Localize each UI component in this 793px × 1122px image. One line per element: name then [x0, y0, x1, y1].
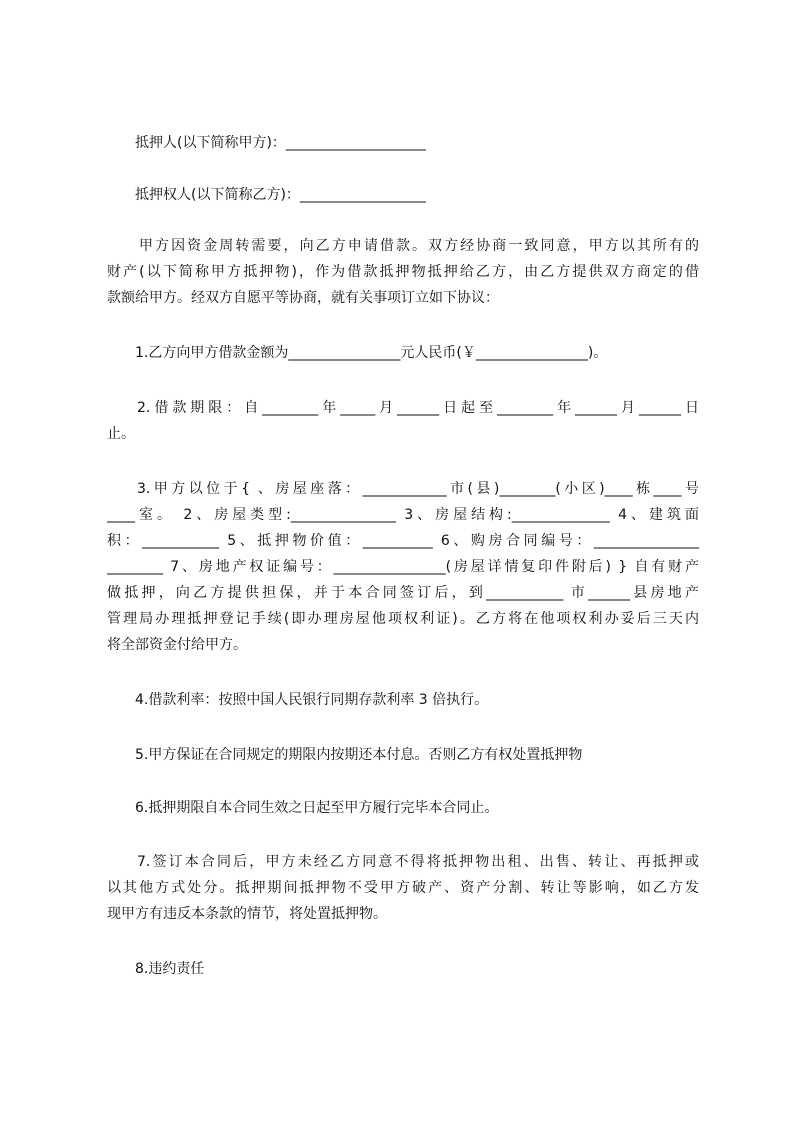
clause-5: 5.甲方保证在合同规定的期限内按期还本付息。否则乙方有权处置抵押物 [135, 747, 583, 763]
clause-3-line-1: 3.甲方以位于{ 、房屋座落：____________市(县)________(小区)____栋____号 [137, 481, 699, 497]
clause-6: 6.抵押期限自本合同生效之日起至甲方履行完毕本合同止。 [135, 800, 499, 816]
clause-2-line-1: 2.借款期限：自________年_____月______日起至________年______月______日 [137, 400, 699, 416]
party-a-line: 抵押人(以下简称甲方)：____________________ [135, 135, 426, 151]
clause-3-line-7: 将全部资金付给甲方。 [107, 637, 247, 653]
clause-1: 1.乙方向甲方借款金额为________________元人民币(￥________________)。 [135, 345, 608, 361]
clause-3-line-6: 管理局办理抵押登记手续(即办理房屋他项权利证)。乙方将在他项权利办妥后三天内 [107, 611, 699, 627]
intro-line-1: 甲方因资金周转需要，向乙方申请借款。双方经协商一致同意，甲方以其所有的 [139, 238, 699, 254]
clause-3-line-5: 做抵押，向乙方提供担保，并于本合同签订后，到___________ 市______县房地产 [107, 585, 699, 601]
clause-3-line-3: 积：___________ 5、抵押物价值：__________ 6、购房合同编号：_______________ [107, 533, 699, 549]
clause-3-line-4: ________ 7、房地产权证编号：________________(房屋详情复印件附后) } 自有财产 [107, 559, 699, 575]
clause-4: 4.借款利率：按照中国人民银行同期存款利率 3 倍执行。 [135, 692, 489, 708]
clause-2-line-2: 止。 [107, 426, 135, 442]
intro-line-2: 财产(以下简称甲方抵押物)，作为借款抵押物抵押给乙方，由乙方提供双方商定的借 [107, 264, 699, 280]
clause-7-line-2: 以其他方式处分。抵押期间抵押物不受甲方破产、资产分割、转让等影响，如乙方发 [107, 880, 699, 896]
clause-8-heading: 8.违约责任 [135, 961, 205, 977]
party-b-line: 抵押权人(以下简称乙方)：__________________ [135, 187, 426, 203]
clause-7-line-3: 现甲方有违反本条款的情节，将处置抵押物。 [107, 906, 387, 922]
clause-7-line-1: 7.签订本合同后，甲方未经乙方同意不得将抵押物出租、出售、转让、再抵押或 [137, 854, 699, 870]
clause-3-line-2: ____室。 2、房屋类型:_______________ 3、房屋结构:______________ 4、建筑面 [107, 507, 699, 523]
intro-line-3: 款额给甲方。经双方自愿平等协商，就有关事项订立如下协议： [107, 290, 499, 306]
